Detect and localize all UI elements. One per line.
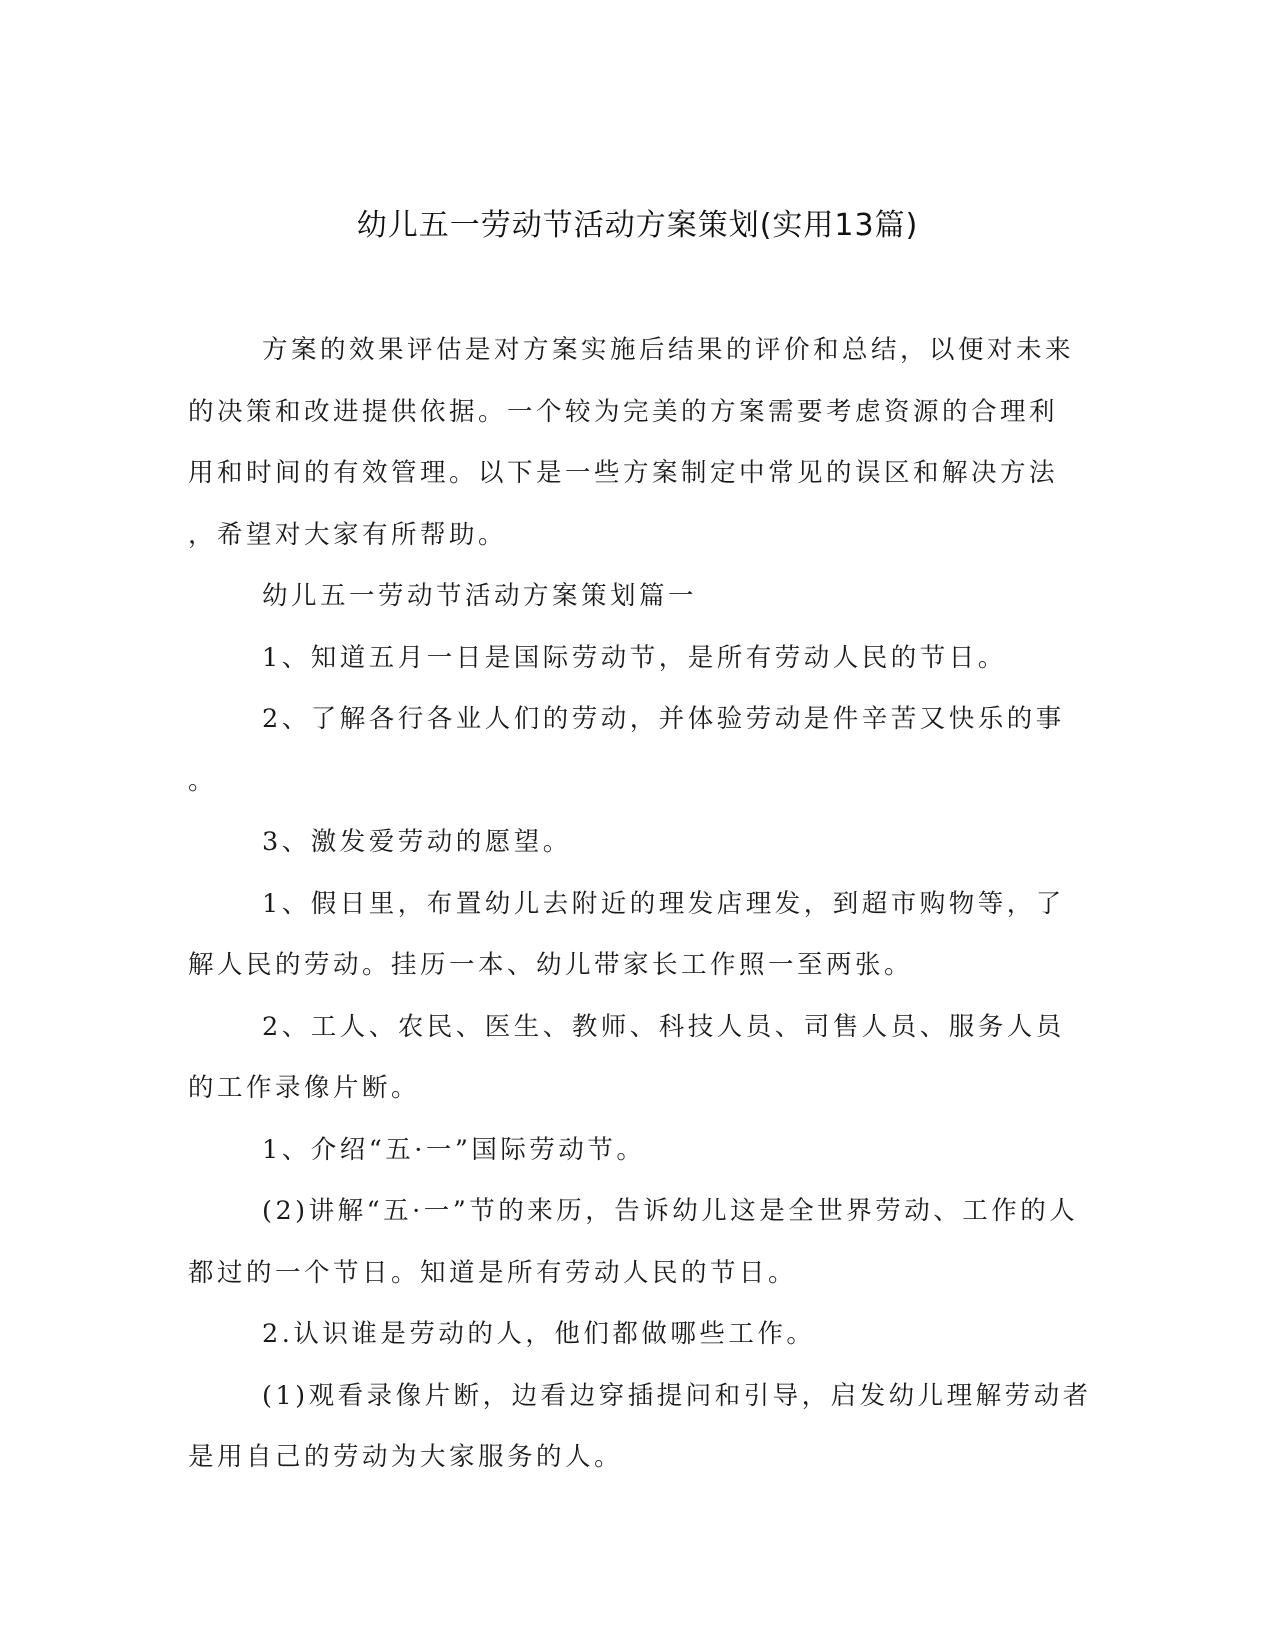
paragraph-line: 的工作录像片断。 bbox=[188, 1073, 421, 1103]
section-heading: 幼儿五一劳动节活动方案策划篇一 bbox=[262, 581, 698, 611]
paragraph-line: 1、知道五月一日是国际劳动节，是所有劳动人民的节日。 bbox=[262, 642, 1007, 673]
paragraph-line: 用和时间的有效管理。以下是一些方案制定中常见的误区和解决方法 bbox=[188, 458, 1059, 488]
document-body bbox=[188, 320, 1092, 1489]
paragraph-line: 的决策和改进提供依据。一个较为完美的方案需要考虑资源的合理利 bbox=[188, 396, 1059, 427]
paragraph-line: 是用自己的劳动为大家服务的人。 bbox=[188, 1442, 624, 1472]
paragraph-line: 2、了解各行各业人们的劳动，并体验劳动是件辛苦又快乐的事 bbox=[262, 704, 1065, 734]
paragraph-line: 2.认识谁是劳动的人，他们都做哪些工作。 bbox=[262, 1319, 816, 1349]
paragraph-line: 2、工人、农民、医生、教师、科技人员、司售人员、服务人员 bbox=[262, 1011, 1065, 1042]
paragraph-line: 1、介绍“五·一”国际劳动节。 bbox=[262, 1134, 646, 1165]
paragraph-line: 3、激发爱劳动的愿望。 bbox=[262, 827, 572, 857]
paragraph-line: 都过的一个节日。知道是所有劳动人民的节日。 bbox=[188, 1257, 798, 1288]
paragraph-line: 解人民的劳动。挂历一本、幼儿带家长工作照一至两张。 bbox=[188, 950, 914, 980]
paragraph-line: 1、假日里，布置幼儿去附近的理发店理发，到超市购物等，了 bbox=[262, 888, 1065, 919]
paragraph-line: 方案的效果评估是对方案实施后结果的评价和总结，以便对未来 bbox=[262, 335, 1075, 365]
paragraph-line: (2)讲解“五·一”节的来历，告诉幼儿这是全世界劳动、工作的人 bbox=[262, 1196, 1079, 1226]
paragraph-line: 。 bbox=[188, 765, 218, 796]
document-title: 幼儿五一劳动节活动方案策划(实用13篇) bbox=[356, 208, 919, 243]
paragraph-line: (1)观看录像片断，边看边穿插提问和引导，启发幼儿理解劳动者 bbox=[262, 1380, 1092, 1411]
paragraph-line: ，希望对大家有所帮助。 bbox=[188, 519, 508, 550]
